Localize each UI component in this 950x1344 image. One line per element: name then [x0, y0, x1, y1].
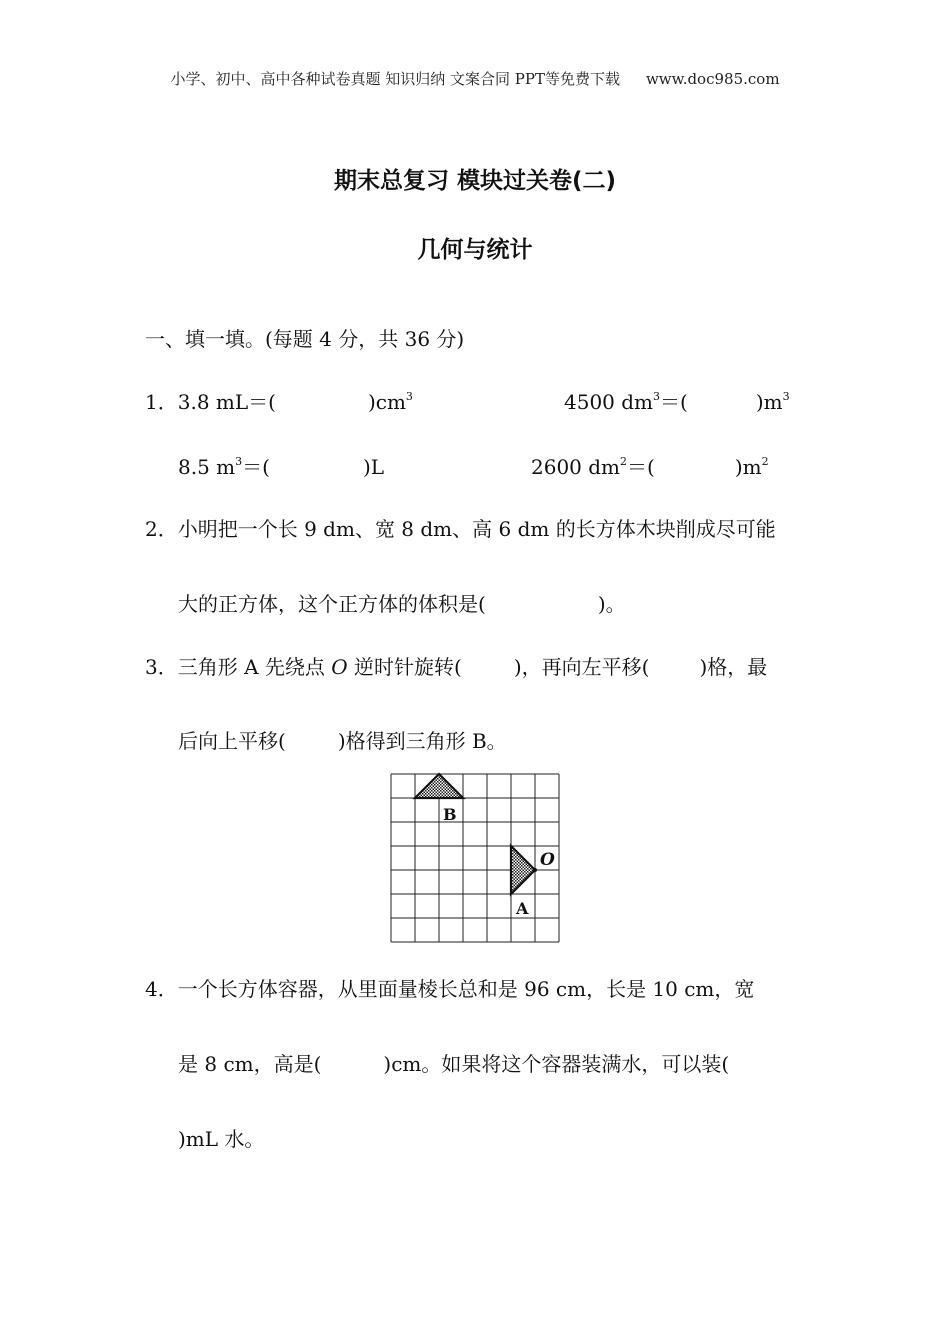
q4-text: 一个长方体容器，从里面量棱长总和是 96 cm，长是 10 cm，宽: [177, 977, 755, 1001]
q1-b-exp1: 3: [653, 390, 661, 403]
q1-d-left: 2600 dm: [531, 455, 621, 479]
q1-d-mid: ＝(: [627, 455, 655, 479]
question-4-line-2: [178, 1048, 729, 1077]
page-subtitle: 几何与统计: [417, 237, 533, 263]
question-number: 3．: [145, 655, 178, 679]
section-heading: 一、填一填。(每题 4 分，共 36 分): [145, 327, 465, 351]
question-1-row-2: [178, 451, 384, 480]
q1-d-exp2: 2: [761, 455, 769, 468]
q3-text-f: )格得到三角形 B。: [337, 729, 507, 753]
q3-point-o: O: [331, 655, 348, 679]
q1-c-right: )L: [362, 455, 385, 479]
q2-text-2: 大的正方体，这个正方体的体积是(: [178, 592, 486, 616]
q3-text-e: 后向上平移(: [178, 729, 286, 753]
rotation-grid-figure: [389, 772, 561, 946]
rotation-point-o: [533, 868, 537, 872]
question-2-line-1: [145, 513, 776, 542]
question-1-row-2b: [531, 451, 769, 480]
q2-text-3: )。: [597, 592, 626, 616]
q2-text: 小明把一个长 9 dm、宽 8 dm、高 6 dm 的长方体木块削成尽可能: [177, 517, 776, 541]
q4-text-4: )mL 水。: [178, 1127, 265, 1151]
q1-c-exp: 3: [235, 455, 243, 468]
q1-c-mid: ＝(: [242, 455, 270, 479]
question-1-row-1b: [564, 386, 790, 415]
q1-a-left: 3.8 mL＝(: [177, 390, 276, 414]
question-number: 1．: [145, 390, 178, 414]
page-header: [0, 68, 950, 89]
q1-b-exp2: 3: [782, 390, 790, 403]
q3-text-d: )格，最: [699, 655, 768, 679]
question-3-line-2: [178, 725, 507, 754]
q1-c-left: 8.5 m: [178, 455, 236, 479]
q1-d-right: )m: [734, 455, 762, 479]
page-title: 期末总复习 模块过关卷(二): [333, 168, 617, 194]
label-b: B: [443, 805, 457, 824]
grid-lines: [391, 774, 559, 942]
question-4-line-1: [145, 973, 754, 1002]
q1-b-left: 4500 dm: [564, 390, 654, 414]
question-number: 4．: [145, 977, 178, 1001]
q1-a-exp: 3: [405, 390, 413, 403]
q1-d-exp1: 2: [620, 455, 628, 468]
q3-text-a: 三角形 A 先绕点: [177, 655, 332, 679]
q1-a-right: )cm: [367, 390, 406, 414]
triangle-a: [511, 846, 535, 894]
header-text: 小学、初中、高中各种试卷真题 知识归纳 文案合同 PPT等免费下载: [170, 70, 620, 88]
triangle-b: [415, 774, 463, 798]
q4-text-3: )cm。如果将这个容器装满水，可以装(: [383, 1052, 730, 1076]
question-2-line-2: [178, 588, 626, 617]
question-number: 2．: [145, 517, 178, 541]
q3-text-c: )，再向左平移(: [513, 655, 650, 679]
question-1-row-1: [145, 386, 413, 415]
question-4-line-3: [178, 1123, 264, 1152]
header-url: www.doc985.com: [645, 70, 780, 88]
q1-b-right: )m: [755, 390, 783, 414]
q3-text-b: 逆时针旋转(: [347, 655, 462, 679]
label-o: O: [540, 850, 555, 870]
q1-b-mid: ＝(: [660, 390, 688, 414]
question-3-line-1: [145, 651, 767, 680]
q4-text-2: 是 8 cm，高是(: [178, 1052, 322, 1076]
label-a: A: [516, 899, 529, 918]
